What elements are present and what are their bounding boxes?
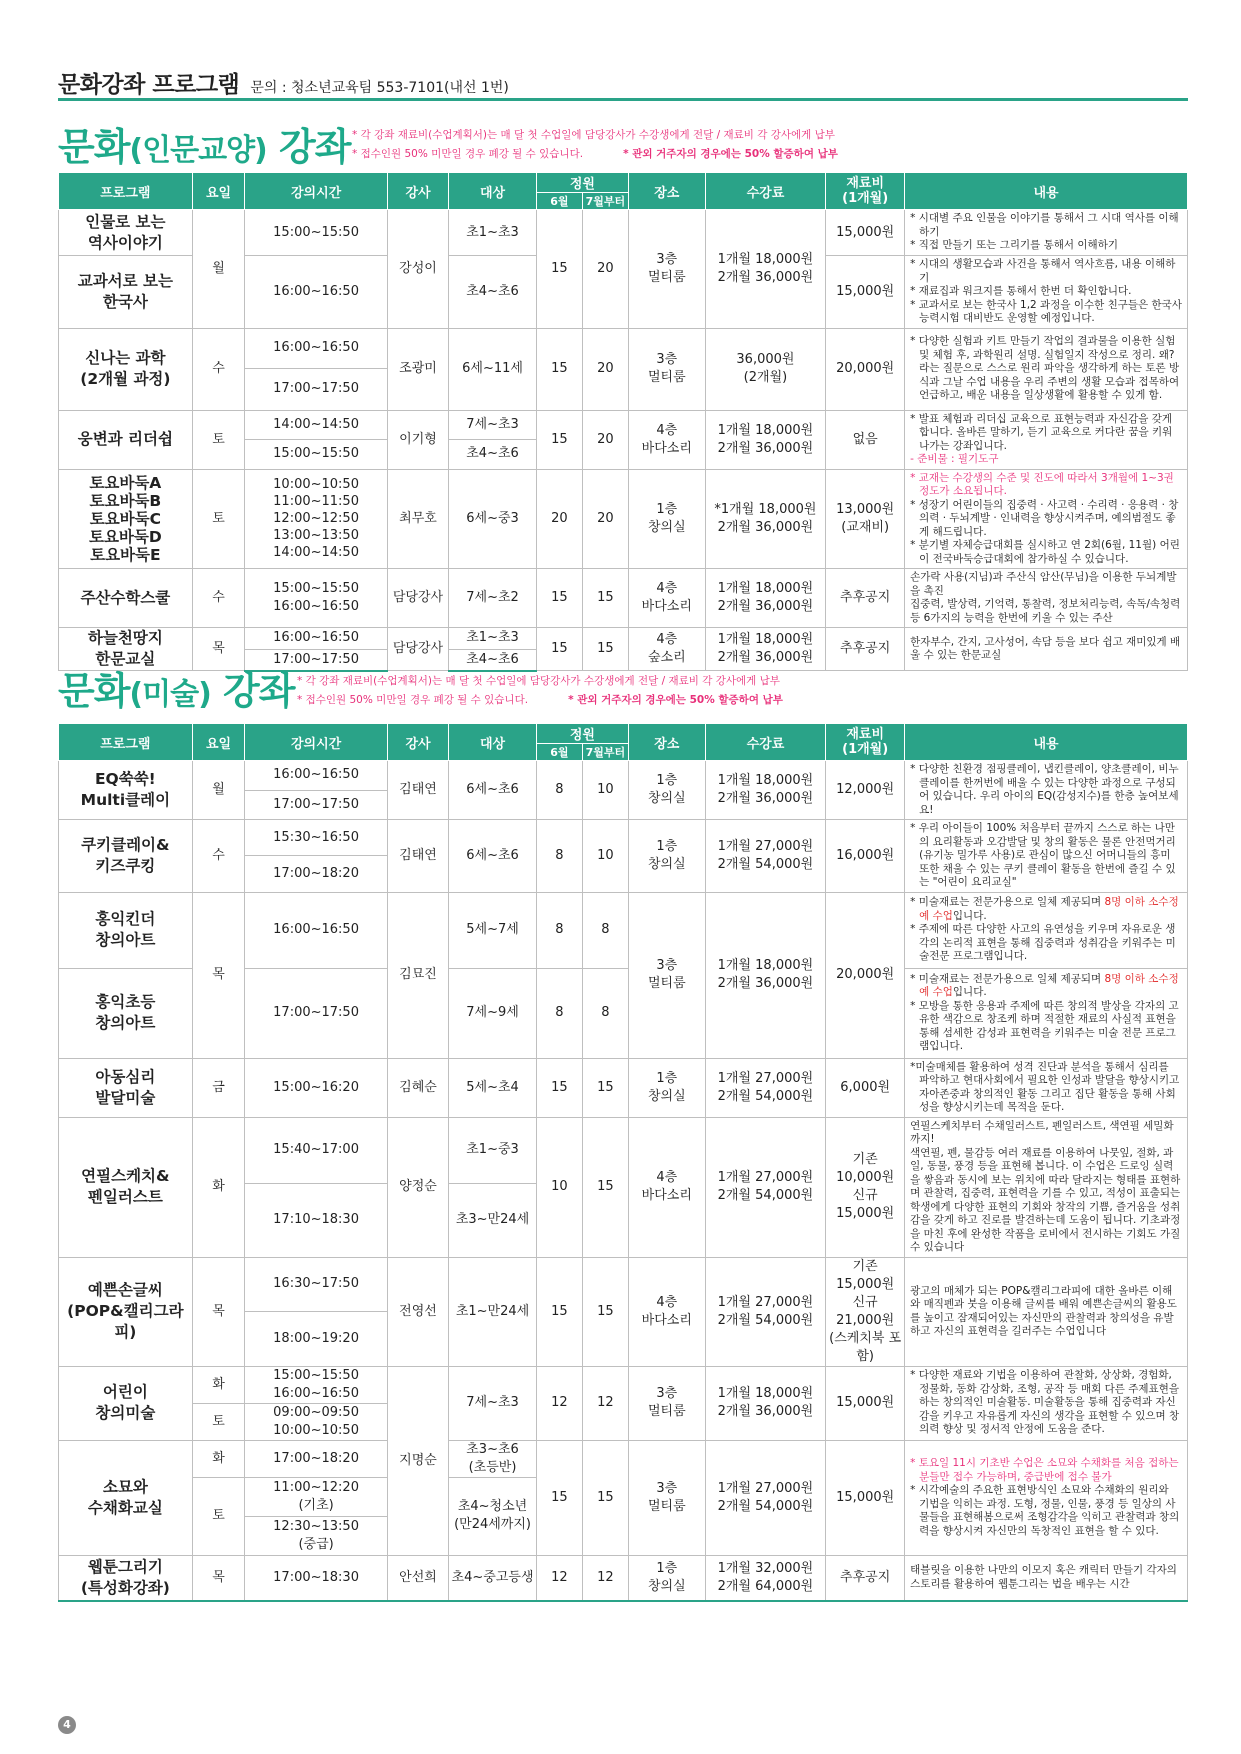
content-text: 입니다. (952, 909, 987, 922)
time-cell: 15:00~15:50 (245, 440, 387, 470)
fee-cell: *1개월 18,000원 2개월 36,000원 (705, 469, 826, 569)
cap6-cell: 15 (536, 410, 582, 469)
time-cell: 16:00~16:50 (245, 628, 387, 650)
place-cell: 1층 창의실 (628, 761, 705, 820)
col-teacher: 강사 (387, 724, 448, 761)
page-title: 문화강좌 프로그램 (58, 72, 240, 98)
time-cell: 16:30~17:50 (245, 1257, 387, 1312)
cap7-cell: 15 (582, 1117, 628, 1257)
fee-cell: 1개월 18,000원 2개월 36,000원 (705, 628, 826, 671)
content-cell (905, 1117, 1188, 1257)
section-title-paren: (인문교양) (129, 133, 267, 168)
place-cell: 3층 멀티룸 (628, 328, 705, 410)
content-text: * 미술재료는 전문가용으로 일체 제공되며 (910, 972, 1105, 985)
program-name: 주산수학스쿨 (59, 569, 193, 628)
contact-info: 문의 : 청소년교육팀 553-7101(내선 1번) (250, 80, 509, 96)
section-title-main: 문화 (58, 125, 130, 169)
day-cell: 토 (192, 410, 245, 469)
material-cell: 12,000원 (826, 761, 905, 820)
content-line: * 직접 만들기 또는 그리기를 통해서 이해하기 (910, 239, 1118, 252)
content-cell (905, 569, 1188, 628)
fee-cell: 1개월 18,000원 2개월 36,000원 (705, 410, 826, 469)
page-header (58, 66, 509, 99)
target-cell: 초4~청소년 (만24세까지) (449, 1477, 537, 1555)
col-target: 대상 (449, 724, 537, 761)
col-cap-june: 6월 (536, 744, 582, 761)
time-cell: 17:00~17:50 (245, 968, 387, 1058)
program-name: 웅변과 리더쉽 (59, 410, 193, 469)
day-cell: 수 (192, 820, 245, 893)
fee-cell: 1개월 32,000원 2개월 64,000원 (705, 1555, 826, 1601)
content-line: * 시각예술의 주요한 표현방식인 소묘와 수채화의 원리와 기법을 익히는 과정. 도형, 정물, 인물, 풍경 등 일상의 사물들을 표현해봄으로써 조형감각을 익히고 관찰력과 창의력을 향상시켜 자신만의 독창적인 표현을 할 수 있다. (910, 1484, 1180, 1537)
place-cell: 1층 창의실 (628, 820, 705, 893)
content-line: * 다양한 실험과 키트 만들기 작업의 결과물을 이용한 실험 및 체험 후, 과학원리 설명. 실험일지 작성으로 정리. 왜?라는 질문으로 스스로 원리 파악을 생각하게 하는 토론 방식과 그날 수업 내용을 우리 주변의 생활 모습과 접목하여 언급하고, 배운 내용을 일상생활에 활용할 수 있게 함. (910, 335, 1180, 402)
time-cell: 09:00~09:50 10:00~10:50 (245, 1403, 387, 1440)
material-cell: 기존 15,000원 신규 21,000원 (스케치북 포함) (826, 1257, 905, 1366)
teacher-cell: 지명순 (387, 1366, 448, 1555)
program-name: 하늘천땅지 한문교실 (59, 628, 193, 671)
program-name: 쿠키클레이& 키즈쿠킹 (59, 820, 193, 893)
content-cell (905, 1366, 1188, 1440)
place-cell: 1층 창의실 (628, 469, 705, 569)
target-cell: 초1~중3 (449, 1117, 537, 1184)
cap7-cell: 15 (582, 1440, 628, 1555)
time-cell: 15:30~16:50 (245, 820, 387, 856)
teacher-cell: 이기형 (387, 410, 448, 469)
target-cell: 초1~초3 (449, 210, 537, 256)
note-cancel: * 접수인원 50% 미만일 경우 폐강 될 수 있습니다. (297, 694, 529, 706)
target-cell: 초3~초6 (초등반) (449, 1440, 537, 1477)
content-cell (905, 1555, 1188, 1601)
content-cell (905, 410, 1188, 469)
content-line: 색연필, 펜, 물감등 여러 재료를 이용하여 나뭇잎, 절화, 과일, 동물, 풍경 등을 표현해 봅니다. 이 수업은 드로잉 실력을 쌓음과 동시에 보는 위치에 따라 달라지는 형태를 표현하며 관찰력, 집중력, 표현력을 기를 수 있고, 적성이 표출되는 학생에게 다양한 표현의 기회와 창작의 기쁨, 즐거움을 성취감을 갖게 하고 진로를 발견하는데 도움이 됩니다. 기초과정을 마친 후에 완성한 작품을 로비에서 전시하는 기회도 가질 수 있습니다 (910, 1146, 1181, 1253)
cap7-cell: 20 (582, 410, 628, 469)
col-place: 장소 (628, 173, 705, 210)
content-line: * 재료집과 워크지를 통해서 한번 더 확인합니다. (910, 285, 1132, 297)
teacher-cell: 김혜순 (387, 1058, 448, 1117)
col-cap-july: 7월부터 (582, 193, 628, 210)
table-row (59, 569, 1188, 628)
program-name: EQ쑥쑥! Multi클레이 (59, 761, 193, 820)
place-cell: 3층 멀티룸 (628, 892, 705, 1058)
content-line: * 모방을 통한 응용과 주제에 따른 창의적 발상을 각자의 고유한 색감으로 창조케 하며 적절한 재료의 사실적 표현을 통해 섬세한 감성과 표현력을 키워주는 미술 전문 프로그램입니다. (910, 999, 1179, 1052)
target-cell: 5세~7세 (449, 892, 537, 968)
fee-cell: 1개월 27,000원 2개월 54,000원 (705, 820, 826, 893)
cap6-cell: 15 (536, 1058, 582, 1117)
cap6-cell: 15 (536, 569, 582, 628)
col-fee: 수강료 (705, 724, 826, 761)
fee-cell: 1개월 18,000원 2개월 36,000원 (705, 761, 826, 820)
program-name: 신나는 과학 (2개월 과정) (59, 328, 193, 410)
col-day: 요일 (192, 173, 245, 210)
content-line: * 교과서로 보는 한국사 1,2 과정을 이수한 친구들은 한국사능력시험 대비반도 운영할 예정입니다. (910, 298, 1182, 324)
cap7-cell: 15 (582, 1058, 628, 1117)
cap6-cell: 8 (536, 761, 582, 820)
target-cell: 초1~초3 (449, 628, 537, 650)
program-name: 홍익킨더 창의아트 (59, 892, 193, 968)
teacher-cell: 김태연 (387, 761, 448, 820)
day-cell: 월 (192, 761, 245, 820)
day-cell: 화 (192, 1117, 245, 1257)
teacher-cell: 김묘진 (387, 892, 448, 1058)
content-line: * 주제에 따른 다양한 사고의 유연성을 키우며 자유로운 생각의 논리적 표현을 통해 집중력과 성취감을 키워주는 미술전문 프로그램입니다. (910, 923, 1176, 963)
table-row (59, 761, 1188, 791)
note-material-fee: * 각 강좌 재료비(수업계획서)는 매 달 첫 수업일에 담당강사가 수강생에게 전달 / 재료비 각 강사에게 납부 (352, 129, 835, 141)
col-place: 장소 (628, 724, 705, 761)
note-cancel: * 접수인원 50% 미만일 경우 폐강 될 수 있습니다. (352, 148, 584, 160)
table-row (59, 210, 1188, 256)
fee-cell: 1개월 18,000원 2개월 36,000원 (705, 892, 826, 1058)
place-cell: 3층 멀티룸 (628, 1366, 705, 1440)
content-cell (905, 210, 1188, 256)
section-title-paren: (미술) (129, 677, 211, 712)
time-cell: 10:00~10:50 11:00~11:50 12:00~12:50 13:00~13:50 14:00~14:50 (245, 469, 387, 569)
cap6-cell: 12 (536, 1366, 582, 1440)
material-cell: 20,000원 (826, 328, 905, 410)
section-title-main: 문화 (58, 669, 130, 713)
program-name: 토요바둑A 토요바둑B 토요바둑C 토요바둑D 토요바둑E (59, 469, 193, 569)
time-cell: 17:10~18:30 (245, 1184, 387, 1257)
content-line: - 준비물 : 필기도구 (910, 453, 999, 465)
content-line (910, 896, 1182, 923)
content-cell (905, 1440, 1188, 1555)
place-cell: 3층 멀티룸 (628, 1440, 705, 1555)
time-cell: 16:00~16:50 (245, 892, 387, 968)
content-line: * 성장기 어린이들의 집중력 · 사고력 · 수리력 · 응용력 · 창의력 · 두뇌계발 · 인내력을 향상시켜주며, 예의범절도 좋게 해드립니다. (910, 498, 1179, 538)
target-cell: 7세~9세 (449, 968, 537, 1058)
place-cell: 1층 창의실 (628, 1555, 705, 1601)
content-line: * 다양한 재료와 기법을 이용하여 관찰화, 상상화, 경험화, 정물화, 동화 감상화, 조형, 공작 등 매회 다른 주제표현을 하는 창의적인 미술활동. 미술활동을 통해 집중력과 자신감을 키우고 자유롭게 자신의 생각을 표현할 수 있으며 창의력 향상 및 정서적 안정에 도움을 준다. (910, 1369, 1180, 1436)
cap7-cell: 15 (582, 628, 628, 671)
material-cell: 20,000원 (826, 892, 905, 1058)
cap6-cell: 8 (536, 892, 582, 968)
col-content: 내용 (905, 724, 1188, 761)
cap7-cell: 12 (582, 1555, 628, 1601)
content-cell (905, 256, 1188, 329)
cap7-cell: 20 (582, 210, 628, 329)
teacher-cell: 조광미 (387, 328, 448, 410)
teacher-cell: 양정순 (387, 1117, 448, 1257)
section-notes (297, 672, 783, 710)
cap6-cell: 8 (536, 968, 582, 1058)
col-target: 대상 (449, 173, 537, 210)
cap7-cell: 15 (582, 569, 628, 628)
time-cell: 17:00~18:20 (245, 856, 387, 892)
time-cell: 14:00~14:50 (245, 410, 387, 440)
place-cell: 4층 바다소리 (628, 569, 705, 628)
program-name: 예쁜손글씨 (POP&캘리그라피) (59, 1257, 193, 1366)
cap6-cell: 15 (536, 1257, 582, 1366)
place-cell: 4층 숲소리 (628, 628, 705, 671)
time-cell: 17:00~17:50 (245, 790, 387, 820)
cap7-cell: 10 (582, 820, 628, 893)
content-cell (905, 1058, 1188, 1117)
cap7-cell: 8 (582, 892, 628, 968)
time-cell: 15:00~16:20 (245, 1058, 387, 1117)
teacher-cell: 전영선 (387, 1257, 448, 1366)
fee-cell: 1개월 27,000원 2개월 54,000원 (705, 1257, 826, 1366)
time-cell: 17:00~17:50 (245, 649, 387, 671)
table-row (59, 1555, 1188, 1601)
content-text: * 미술재료는 전문가용으로 일체 제공되며 (910, 896, 1105, 909)
col-capacity: 정원 (536, 173, 628, 193)
program-name: 홍익초등 창의아트 (59, 968, 193, 1058)
section-title-suffix: 강좌 (210, 669, 295, 713)
col-time: 강의시간 (245, 173, 387, 210)
content-line: 집중력, 발상력, 기억력, 통찰력, 정보처리능력, 속독/속청력 등 6가지의 능력을 한번에 키울 수 있는 주산 (910, 598, 1181, 624)
time-cell: 15:00~15:50 16:00~16:50 (245, 1366, 387, 1403)
note-material-fee: * 각 강좌 재료비(수업계획서)는 매 달 첫 수업일에 담당강사가 수강생에게 전달 / 재료비 각 강사에게 납부 (297, 675, 780, 687)
content-cell (905, 469, 1188, 569)
table-row (59, 1440, 1188, 1477)
content-cell (905, 328, 1188, 410)
content-line: * 발표 체험과 리더십 교육으로 표현능력과 자신감을 갖게 합니다. 올바른 말하기, 듣기 교육으로 커다란 꿈을 키워나가는 강좌입니다. (910, 412, 1173, 452)
cap7-cell: 12 (582, 1366, 628, 1440)
section-title-art (58, 668, 294, 718)
time-cell: 18:00~19:20 (245, 1312, 387, 1367)
material-cell: 기존 10,000원 신규 15,000원 (826, 1117, 905, 1257)
target-cell: 7세~초3 (449, 1366, 537, 1440)
day-cell: 목 (192, 1555, 245, 1601)
day-cell: 화 (192, 1440, 245, 1477)
time-cell: 15:00~15:50 16:00~16:50 (245, 569, 387, 628)
cap6-cell: 8 (536, 820, 582, 893)
section-notes (352, 126, 838, 164)
teacher-cell: 안선희 (387, 1555, 448, 1601)
day-cell: 토 (192, 469, 245, 569)
material-cell: 추후공지 (826, 569, 905, 628)
time-cell: 15:40~17:00 (245, 1117, 387, 1184)
day-cell: 목 (192, 1257, 245, 1366)
target-cell: 초4~초6 (449, 256, 537, 329)
content-highlight: 8명 이하 소수정예 수업 (919, 896, 1179, 922)
material-cell: 13,000원 (교재비) (826, 469, 905, 569)
target-cell: 6세~중3 (449, 469, 537, 569)
material-cell: 추후공지 (826, 1555, 905, 1601)
place-cell: 4층 바다소리 (628, 1257, 705, 1366)
cap6-cell: 15 (536, 328, 582, 410)
table-row (59, 820, 1188, 856)
teacher-cell: 김태연 (387, 820, 448, 893)
time-cell: 16:00~16:50 (245, 256, 387, 329)
material-cell: 추후공지 (826, 628, 905, 671)
cap7-cell: 20 (582, 328, 628, 410)
table-row (59, 1257, 1188, 1312)
col-day: 요일 (192, 724, 245, 761)
target-cell: 6세~초6 (449, 761, 537, 820)
col-time: 강의시간 (245, 724, 387, 761)
teacher-cell: 강성이 (387, 210, 448, 329)
content-highlight: 8명 이하 소수정예 수업 (919, 972, 1179, 998)
note-surcharge: * 관외 거주자의 경우에는 50% 할증하여 납부 (623, 148, 838, 160)
content-line: 광고의 매체가 되는 POP&캘리그라피에 대한 올바른 이해와 매직펜과 붓을 이용해 글씨를 배워 예쁜손글씨의 활용도를 높이고 잠재되어있는 자신만의 관찰력과 창의성을 유발하고 자신의 표현력을 길러주는 수업입니다 (910, 1284, 1177, 1337)
content-cell (905, 892, 1188, 968)
material-cell: 6,000원 (826, 1058, 905, 1117)
target-cell: 7세~초2 (449, 569, 537, 628)
material-cell: 15,000원 (826, 210, 905, 256)
day-cell: 목 (192, 892, 245, 1058)
content-line: * 분기별 자체승급대회를 실시하고 연 2회(6월, 11월) 어린이 전국바둑승급대회에 참가하실 수 있습니다. (910, 539, 1180, 565)
target-cell: 5세~초4 (449, 1058, 537, 1117)
cap7-cell: 15 (582, 1257, 628, 1366)
col-teacher: 강사 (387, 173, 448, 210)
fee-cell: 1개월 27,000원 2개월 54,000원 (705, 1117, 826, 1257)
cap7-cell: 8 (582, 968, 628, 1058)
place-cell: 4층 바다소리 (628, 1117, 705, 1257)
time-cell: 17:00~18:30 (245, 1555, 387, 1601)
place-cell: 1층 창의실 (628, 1058, 705, 1117)
content-line: * 교재는 수강생의 수준 및 진도에 따라서 3개월에 1~3권 정도가 소요됩니다. (910, 471, 1174, 497)
table-row (59, 1117, 1188, 1184)
teacher-cell: 담당강사 (387, 569, 448, 628)
material-cell: 15,000원 (826, 256, 905, 329)
day-cell: 목 (192, 628, 245, 671)
col-material: 재료비 (1개월) (826, 724, 905, 761)
program-name: 소묘와 수채화교실 (59, 1440, 193, 1555)
content-line: 한자부수, 간지, 고사성어, 속담 등을 보다 쉽고 재미있게 배울 수 있는 한문교실 (910, 635, 1181, 661)
day-cell: 수 (192, 328, 245, 410)
humanities-table (58, 172, 1188, 672)
teacher-cell: 최무호 (387, 469, 448, 569)
art-table (58, 723, 1188, 1602)
fee-cell: 1개월 27,000원 2개월 54,000원 (705, 1058, 826, 1117)
section-title-suffix: 강좌 (266, 125, 351, 169)
day-cell: 토 (192, 1477, 245, 1555)
program-name: 아동심리 발달미술 (59, 1058, 193, 1117)
table-row (59, 1058, 1188, 1117)
content-cell (905, 761, 1188, 820)
target-cell: 초3~만24세 (449, 1184, 537, 1257)
content-line: *미술매체를 활용하여 성격 진단과 분석을 통해서 심리를 파악하고 현대사회에서 필요한 인성과 발달을 향상시키고 자아존중과 창의적인 활동 그리고 집단 활동을 통해 사회성을 향상시키는데 목적을 둔다. (910, 1060, 1180, 1113)
program-name: 웹툰그리기 (특성화강좌) (59, 1555, 193, 1601)
fee-cell: 1개월 27,000원 2개월 54,000원 (705, 1440, 826, 1555)
cap6-cell: 15 (536, 628, 582, 671)
program-name: 어린이 창의미술 (59, 1366, 193, 1440)
col-fee: 수강료 (705, 173, 826, 210)
time-cell: 17:00~18:20 (245, 1440, 387, 1477)
table-row (59, 328, 1188, 368)
program-name: 연필스케치& 펜일러스트 (59, 1117, 193, 1257)
cap7-cell: 20 (582, 469, 628, 569)
material-cell: 15,000원 (826, 1366, 905, 1440)
col-program: 프로그램 (59, 173, 193, 210)
time-cell: 17:00~17:50 (245, 368, 387, 410)
content-line: * 다양한 친환경 점핑클레이, 냅킨클레이, 양초클레이, 비누클레이를 한꺼번에 배울 수 있는 다양한 과정으로 구성되어 있습니다. 우리 아이의 EQ(감성지수)를 한층 높여보세요! (910, 763, 1179, 816)
section-title-humanities (58, 124, 350, 174)
table-row (59, 469, 1188, 569)
header-rule (58, 98, 1188, 101)
col-capacity: 정원 (536, 724, 628, 744)
time-intermediate: 12:30~13:50 (중급) (273, 1518, 359, 1552)
col-cap-june: 6월 (536, 193, 582, 210)
content-line: * 우리 아이들이 100% 처음부터 끝까지 스스로 하는 나만의 요리활동과 오감발달 및 창의 활동은 물론 안전먹거리(유기농 밀가루 사용)로 관심이 많으신 어머니들의 흥미 또한 채울 수 있는 쿠키 클레이 활동을 한번에 즐길 수 있는 "어린이 요리교실" (910, 822, 1176, 888)
target-cell: 초4~중고등생 (449, 1555, 537, 1601)
col-program: 프로그램 (59, 724, 193, 761)
content-line: * 시대별 주요 인물을 이야기를 통해서 그 시대 역사를 이해하기 (910, 212, 1179, 238)
target-cell: 초4~초6 (449, 649, 537, 671)
place-cell: 3층 멀티룸 (628, 210, 705, 329)
content-line: 태블릿을 이용한 나만의 이모지 혹은 캐릭터 만들기 각자의 스토리를 활용하여 웹툰그리는 법을 배우는 시간 (910, 1564, 1177, 1590)
content-line: * 토요일 11시 기초반 수업은 소묘와 수채화를 처음 접하는 분들만 접수 가능하며, 중급반에 접수 불가 (910, 1457, 1179, 1483)
target-cell: 7세~초3 (449, 410, 537, 440)
material-cell: 없음 (826, 410, 905, 469)
target-cell: 초1~만24세 (449, 1257, 537, 1366)
day-cell: 금 (192, 1058, 245, 1117)
target-cell: 초4~초6 (449, 440, 537, 470)
note-surcharge: * 관외 거주자의 경우에는 50% 할증하여 납부 (568, 694, 783, 706)
day-cell: 월 (192, 210, 245, 329)
content-line: 연필스케치부터 수채일러스트, 펜일러스트, 색연필 세밀화까지! (910, 1119, 1174, 1145)
cap6-cell: 15 (536, 1440, 582, 1555)
content-cell (905, 1257, 1188, 1366)
cap7-cell: 10 (582, 761, 628, 820)
day-cell: 수 (192, 569, 245, 628)
col-content: 내용 (905, 173, 1188, 210)
content-line: 손가락 사용(지님)과 주산식 암산(무님)을 이용한 두뇌계발을 촉진 (910, 571, 1177, 597)
col-material: 재료비 (1개월) (826, 173, 905, 210)
content-cell (905, 628, 1188, 671)
target-cell: 6세~초6 (449, 820, 537, 893)
fee-cell: 1개월 18,000원 2개월 36,000원 (705, 210, 826, 329)
time-cell: 15:00~15:50 (245, 210, 387, 256)
cap6-cell: 20 (536, 469, 582, 569)
content-line: * 시대의 생활모습과 사건을 통해서 역사흐름, 내용 이해하기 (910, 258, 1176, 284)
target-cell: 6세~11세 (449, 328, 537, 410)
col-cap-july: 7월부터 (582, 744, 628, 761)
place-cell: 4층 바다소리 (628, 410, 705, 469)
fee-cell: 1개월 18,000원 2개월 36,000원 (705, 569, 826, 628)
material-cell: 15,000원 (826, 1440, 905, 1555)
content-cell (905, 820, 1188, 893)
content-cell (905, 968, 1188, 1058)
teacher-cell: 담당강사 (387, 628, 448, 671)
table-row (59, 628, 1188, 650)
program-name: 교과서로 보는 한국사 (59, 256, 193, 329)
fee-cell: 1개월 18,000원 2개월 36,000원 (705, 1366, 826, 1440)
content-text: 입니다. (952, 986, 987, 998)
day-cell: 토 (192, 1403, 245, 1440)
table-row (59, 892, 1188, 968)
content-line (910, 973, 1182, 1000)
time-basic: 11:00~12:20 (기초) (245, 1478, 386, 1517)
cap6-cell: 10 (536, 1117, 582, 1257)
time-cell (245, 1477, 387, 1555)
cap6-cell: 15 (536, 210, 582, 329)
fee-cell: 36,000원 (2개월) (705, 328, 826, 410)
day-cell: 화 (192, 1366, 245, 1403)
page-number: 4 (58, 1716, 76, 1734)
time-cell: 16:00~16:50 (245, 761, 387, 791)
table-row (59, 410, 1188, 440)
program-name: 인물로 보는 역사이야기 (59, 210, 193, 256)
cap6-cell: 12 (536, 1555, 582, 1601)
time-cell: 16:00~16:50 (245, 328, 387, 368)
material-cell: 16,000원 (826, 820, 905, 893)
table-row (59, 1366, 1188, 1403)
